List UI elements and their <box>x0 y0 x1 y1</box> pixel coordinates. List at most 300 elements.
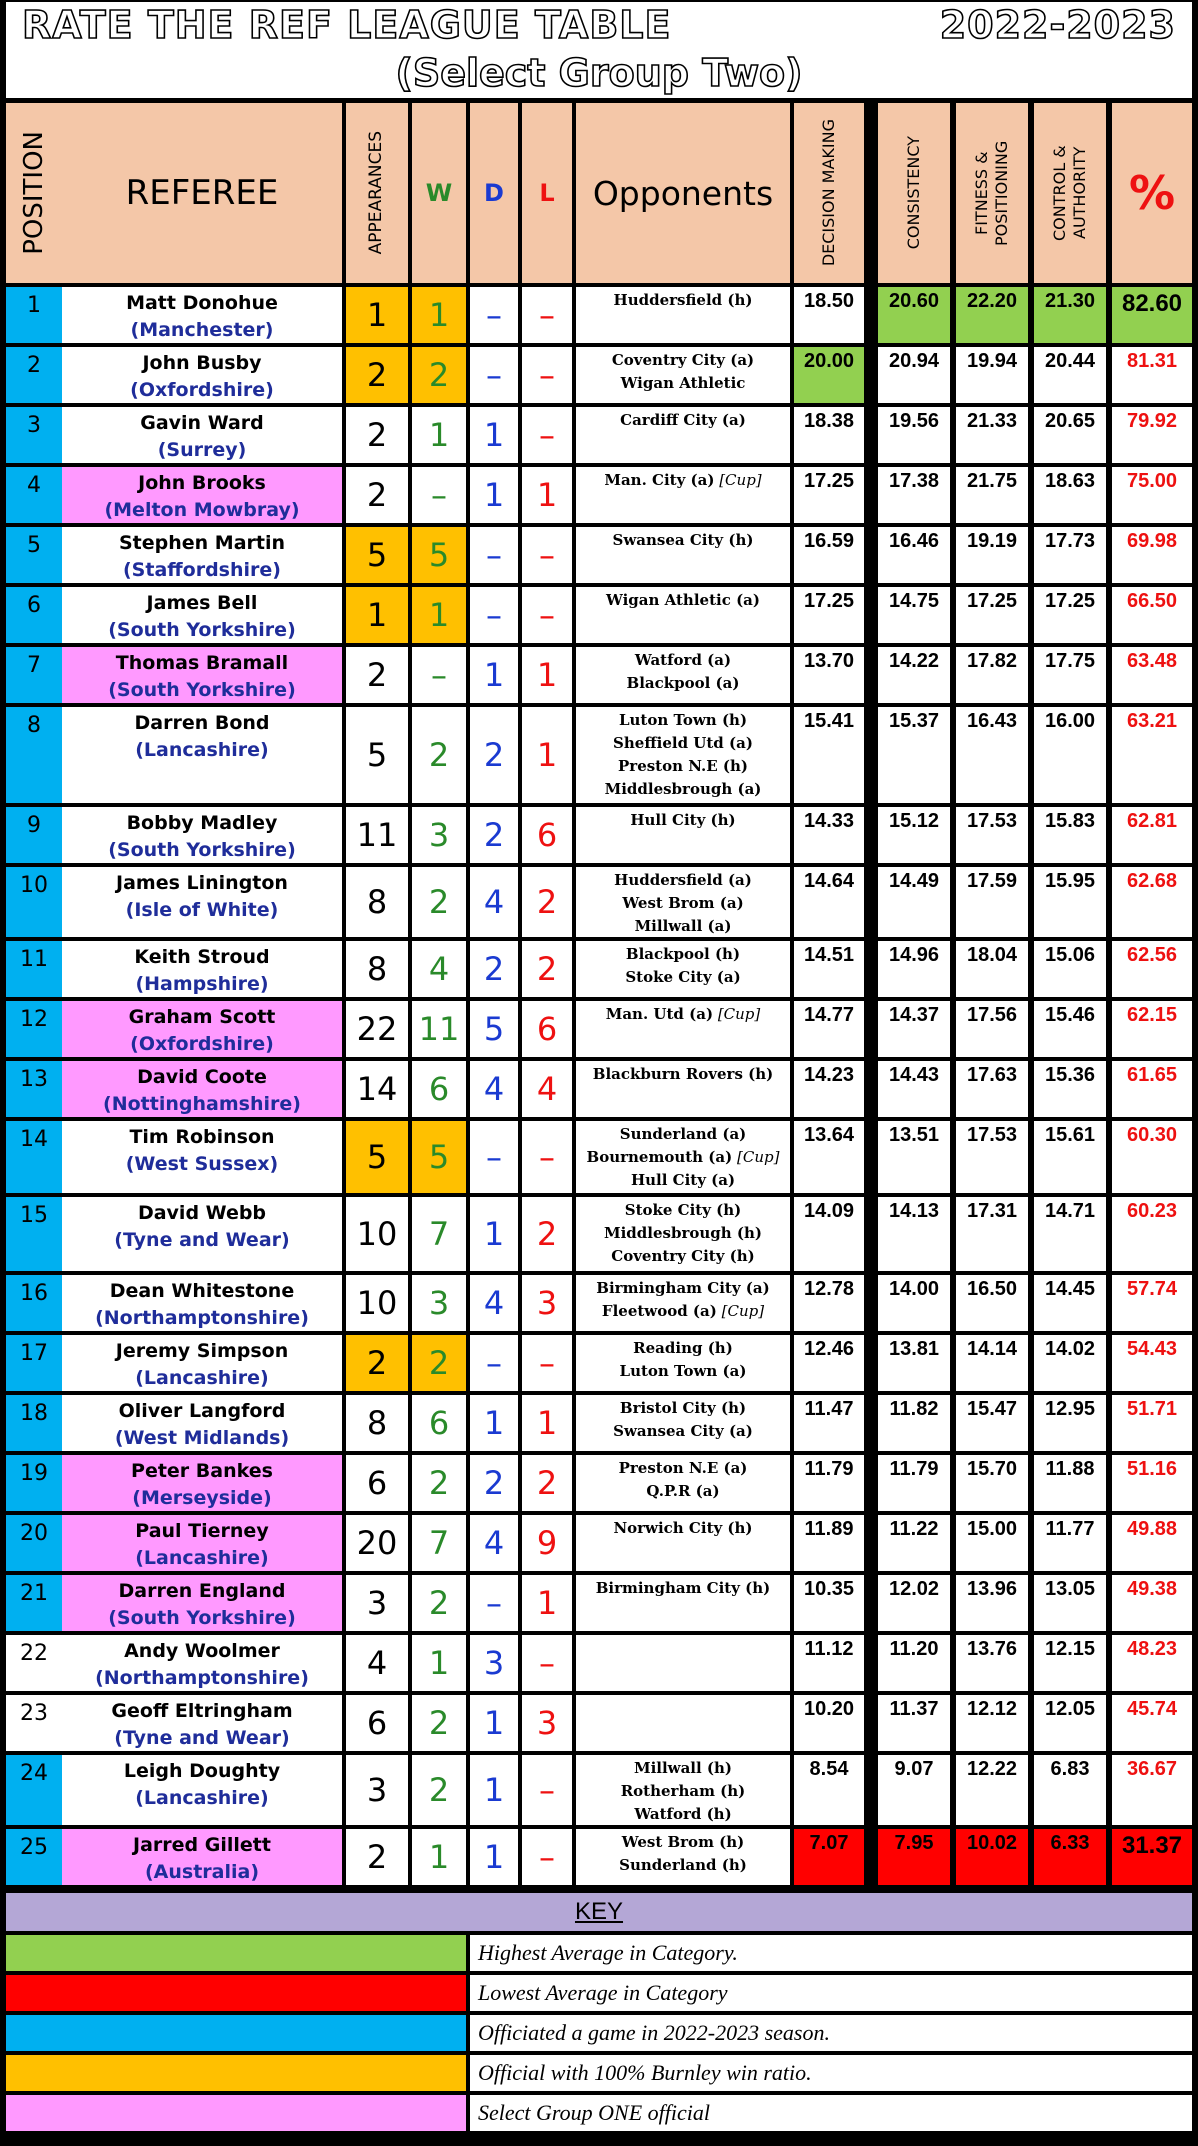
name-text: Darren Bond <box>134 712 270 734</box>
control-cell <box>1034 587 1106 643</box>
decision-cell <box>794 527 864 583</box>
decision-cell <box>794 1197 864 1271</box>
l-text: – <box>539 536 555 574</box>
opponent-text: Sunderland (h) <box>619 1856 747 1874</box>
region-text: (Tyne and Wear) <box>114 1229 290 1251</box>
header-appearances <box>346 103 408 283</box>
apps-text: 5 <box>366 736 388 774</box>
apps-text: 3 <box>366 1771 388 1809</box>
wins-cell <box>412 707 466 803</box>
apps-text: 2 <box>366 416 388 454</box>
opponents-cell <box>576 527 790 583</box>
apps-text: 10 <box>356 1284 398 1322</box>
fitness-cell <box>956 1635 1028 1691</box>
fitness-cell <box>956 1395 1028 1451</box>
position-cell <box>6 941 62 997</box>
w-text: 2 <box>428 883 450 921</box>
d-text: 4 <box>483 883 505 921</box>
fitness-cell <box>956 1575 1028 1631</box>
decision-cell <box>794 1061 864 1117</box>
consistency-cell <box>878 1275 950 1331</box>
opponent-text: Birmingham City (a) <box>596 1279 770 1297</box>
losses-cell <box>522 1755 572 1825</box>
key-label <box>470 1975 1192 2011</box>
percent-cell <box>1112 1061 1192 1117</box>
ctl-text: 17.75 <box>1044 650 1096 672</box>
dm-text: 14.09 <box>803 1200 855 1222</box>
opponent-line <box>625 1199 742 1222</box>
opponent-text: Stoke City (h) <box>624 1201 742 1219</box>
decision-text: DECISION MAKING <box>819 119 838 267</box>
name-text: Thomas Bramall <box>115 652 289 674</box>
pct-text: 63.21 <box>1126 710 1178 732</box>
ctl-text: 12.15 <box>1044 1638 1096 1660</box>
d-text: 5 <box>483 1010 505 1048</box>
key-swatch <box>6 2015 466 2051</box>
d-text: 1 <box>483 656 505 694</box>
fit-text: 17.82 <box>966 650 1018 672</box>
consistency-cell <box>878 287 950 343</box>
appearances-cell <box>346 941 408 997</box>
wins-cell <box>412 1515 466 1571</box>
dm-text: 14.23 <box>803 1064 855 1086</box>
con-text: 20.60 <box>888 290 940 312</box>
referee-cell <box>62 1575 342 1631</box>
wins-cell <box>412 1001 466 1057</box>
key-label <box>470 2095 1192 2131</box>
consistency-cell <box>878 707 950 803</box>
w-text: 2 <box>428 1704 450 1742</box>
control-cell <box>1034 1515 1106 1571</box>
con-text: 12.02 <box>888 1578 940 1600</box>
l-text: – <box>539 1644 555 1682</box>
l-text: 9 <box>536 1524 558 1562</box>
d-text: 2 <box>483 736 505 774</box>
control-cell <box>1034 1121 1106 1193</box>
fitness-cell <box>956 407 1028 463</box>
consistency-cell <box>878 587 950 643</box>
opponent-line <box>612 349 754 372</box>
fit-text: 15.00 <box>966 1518 1018 1540</box>
header-referee <box>62 103 342 283</box>
ctl-text: 13.05 <box>1044 1578 1096 1600</box>
decision-cell <box>794 1515 864 1571</box>
pct-text: 66.50 <box>1126 590 1178 612</box>
ctl-text: 15.36 <box>1044 1064 1096 1086</box>
ctl-text: 17.73 <box>1044 530 1096 552</box>
opponent-line <box>605 778 762 801</box>
dm-text: 12.46 <box>803 1338 855 1360</box>
percent-cell <box>1112 1395 1192 1451</box>
losses-cell <box>522 1635 572 1691</box>
opponent-line <box>620 409 746 432</box>
decision-cell <box>794 347 864 403</box>
control-cell <box>1034 707 1106 803</box>
control-cell <box>1034 1829 1106 1885</box>
appearances-cell <box>346 587 408 643</box>
draws-cell <box>470 287 518 343</box>
con-text: 19.56 <box>888 410 940 432</box>
fitness-cell <box>956 1061 1028 1117</box>
opponent-note: [Cup] <box>716 1302 765 1320</box>
name-text: Matt Donohue <box>126 292 278 314</box>
wins-cell <box>412 1395 466 1451</box>
fit-text: 17.25 <box>966 590 1018 612</box>
control-cell <box>1034 527 1106 583</box>
ctl-text: 14.02 <box>1044 1338 1096 1360</box>
name-text: Stephen Martin <box>118 532 286 554</box>
opponent-line <box>620 1123 747 1146</box>
opponents-cell <box>576 1575 790 1631</box>
wins-cell <box>412 1197 466 1271</box>
position-cell <box>6 1695 62 1751</box>
l-text: 4 <box>536 1070 558 1108</box>
referee-cell <box>62 867 342 937</box>
losses-cell <box>522 527 572 583</box>
opponents-cell <box>576 347 790 403</box>
l-text: 2 <box>536 950 558 988</box>
losses-cell <box>522 1395 572 1451</box>
d-text: 2 <box>483 816 505 854</box>
name-text: Graham Scott <box>128 1006 276 1028</box>
d-text: – <box>486 536 502 574</box>
opponent-text: Huddersfield (h) <box>613 291 753 309</box>
dm-text: 11.89 <box>804 1518 854 1540</box>
decision-cell <box>794 1635 864 1691</box>
fitness-cell <box>956 1275 1028 1331</box>
referee-cell <box>62 647 342 703</box>
appearances-cell <box>346 1395 408 1451</box>
consistency-text: CONSISTENCY <box>904 136 923 250</box>
consistency-cell <box>878 807 950 863</box>
dm-text: 12.78 <box>803 1278 855 1300</box>
opponent-text: Birmingham City (h) <box>595 1579 771 1597</box>
losses-cell <box>522 807 572 863</box>
wins-text: W <box>425 179 453 207</box>
name-text: Jeremy Simpson <box>115 1340 289 1362</box>
decision-cell <box>794 1755 864 1825</box>
name-text: Jarred Gillett <box>133 1834 271 1856</box>
fit-text: 21.33 <box>966 410 1018 432</box>
ctl-text: 15.61 <box>1044 1124 1096 1146</box>
pct-text: 62.68 <box>1126 870 1178 892</box>
consistency-cell <box>878 1197 950 1271</box>
opponent-text: Preston N.E (h) <box>618 757 748 775</box>
pct-text: 36.67 <box>1126 1758 1178 1780</box>
opponent-text: Millwall (h) <box>633 1759 733 1777</box>
apps-text: 6 <box>366 1464 388 1502</box>
d-text: 1 <box>483 1771 505 1809</box>
name-text: John Busby <box>142 352 262 374</box>
referee-cell <box>62 1755 342 1825</box>
opponent-line <box>619 709 747 732</box>
pct-text: 81.31 <box>1126 350 1178 372</box>
control-cell <box>1034 867 1106 937</box>
percent-cell <box>1112 1335 1192 1391</box>
region-text: (Manchester) <box>130 319 274 341</box>
apps-text: 1 <box>366 596 388 634</box>
region-text: (Hampshire) <box>135 973 269 995</box>
opponents-cell <box>576 647 790 703</box>
fit-text: 21.75 <box>966 470 1018 492</box>
referee-cell <box>62 1515 342 1571</box>
opponent-text: Norwich City (h) <box>613 1519 753 1537</box>
l-text: 6 <box>536 816 558 854</box>
control-cell <box>1034 1001 1106 1057</box>
opponent-text: Watford (h) <box>634 1805 732 1823</box>
percent-cell <box>1112 1755 1192 1825</box>
dm-text: 10.20 <box>803 1698 855 1720</box>
opponent-line <box>634 1757 732 1780</box>
dm-text: 13.70 <box>803 650 855 672</box>
control-cell <box>1034 1575 1106 1631</box>
appearances-cell <box>346 1755 408 1825</box>
name-text: John Brooks <box>138 472 266 494</box>
pct-text: 51.71 <box>1126 1398 1178 1420</box>
pct-text: 48.23 <box>1126 1638 1178 1660</box>
pct-text: 63.48 <box>1126 650 1178 672</box>
wins-cell <box>412 1635 466 1691</box>
referee-cell <box>62 941 342 997</box>
opponents-cell <box>576 1829 790 1885</box>
control-cell <box>1034 1695 1106 1751</box>
dm-text: 14.77 <box>803 1004 855 1026</box>
opponent-line <box>620 1360 747 1383</box>
opponent-line <box>619 1854 747 1877</box>
consistency-cell <box>878 407 950 463</box>
pct-text: 61.65 <box>1126 1064 1178 1086</box>
pos-text: 6 <box>27 593 41 618</box>
appearances-cell <box>346 1515 408 1571</box>
fit-text: 16.43 <box>966 710 1018 732</box>
consistency-cell <box>878 467 950 523</box>
header-decision <box>794 103 864 283</box>
position-cell <box>6 1197 62 1271</box>
con-text: 14.43 <box>888 1064 940 1086</box>
control-cell <box>1034 407 1106 463</box>
draws-cell <box>470 1575 518 1631</box>
name-text: David Webb <box>137 1202 267 1224</box>
wins-cell <box>412 287 466 343</box>
percent-cell <box>1112 467 1192 523</box>
opponent-line <box>596 1277 769 1300</box>
position-cell <box>6 807 62 863</box>
fitness-cell <box>956 941 1028 997</box>
opponent-line <box>631 1169 735 1192</box>
apps-text: 5 <box>366 536 388 574</box>
appearances-cell <box>346 467 408 523</box>
fit-text: 13.96 <box>966 1578 1018 1600</box>
con-text: 13.51 <box>888 1124 940 1146</box>
losses-cell <box>522 1335 572 1391</box>
l-text: – <box>539 1838 555 1876</box>
con-text: 11.79 <box>889 1458 939 1480</box>
opponents-cell <box>576 867 790 937</box>
draws-cell <box>470 1515 518 1571</box>
losses-cell <box>522 347 572 403</box>
name-text: Darren England <box>118 1580 286 1602</box>
w-text: 2 <box>428 1464 450 1502</box>
key-swatch <box>6 2055 466 2091</box>
l-text: 2 <box>536 1215 558 1253</box>
consistency-cell <box>878 1455 950 1511</box>
d-text: 2 <box>483 950 505 988</box>
consistency-cell <box>878 1001 950 1057</box>
region-text: (Surrey) <box>157 439 247 461</box>
referee-cell <box>62 1395 342 1451</box>
position-cell <box>6 1275 62 1331</box>
pos-text: 1 <box>27 293 41 318</box>
name-text: Dean Whitestone <box>109 1280 295 1302</box>
w-text: 3 <box>428 1284 450 1322</box>
apps-text: 20 <box>356 1524 398 1562</box>
opponent-line <box>614 289 753 312</box>
draws-cell <box>470 707 518 803</box>
l-text: 3 <box>536 1284 558 1322</box>
wins-cell <box>412 647 466 703</box>
control-cell <box>1034 287 1106 343</box>
percent-cell <box>1112 1515 1192 1571</box>
wins-cell <box>412 1275 466 1331</box>
w-text: 6 <box>428 1070 450 1108</box>
pos-text: 22 <box>20 1641 48 1666</box>
opponent-line <box>634 1803 731 1825</box>
apps-text: 11 <box>356 816 398 854</box>
position-cell <box>6 1755 62 1825</box>
percent-cell <box>1112 941 1192 997</box>
w-text: 4 <box>428 950 450 988</box>
d-text: 1 <box>483 416 505 454</box>
fitness-cell <box>956 1755 1028 1825</box>
losses-cell <box>522 1001 572 1057</box>
apps-text: 4 <box>366 1644 388 1682</box>
opponent-line <box>611 1245 754 1268</box>
w-text: 1 <box>428 416 450 454</box>
appearances-cell <box>346 1829 408 1885</box>
opponents-cell <box>576 1755 790 1825</box>
w-text: – <box>431 476 447 514</box>
draws-cell <box>470 1829 518 1885</box>
table-title <box>6 2 1192 48</box>
l-text: 2 <box>536 883 558 921</box>
opponent-text: Reading (h) <box>633 1339 733 1357</box>
region-text: (Nottinghamshire) <box>103 1093 301 1115</box>
wins-cell <box>412 407 466 463</box>
referee-cell <box>62 1335 342 1391</box>
dm-text: 20.00 <box>803 350 855 372</box>
header-control <box>1034 103 1106 283</box>
decision-cell <box>794 287 864 343</box>
fit-text: 15.70 <box>966 1458 1018 1480</box>
region-text: (Northamptonshire) <box>95 1307 309 1329</box>
percent-cell <box>1112 707 1192 803</box>
con-text: 7.95 <box>894 1832 934 1854</box>
pct-text: 62.15 <box>1126 1004 1178 1026</box>
losses-cell <box>522 707 572 803</box>
decision-cell <box>794 1121 864 1193</box>
table-subtitle: (Select Group Two) <box>6 48 1192 98</box>
opponent-text: Man. City (a) <box>604 471 715 489</box>
opponent-text: Watford (a) <box>634 651 732 669</box>
dm-text: 10.35 <box>803 1578 855 1600</box>
referee-text: REFEREE <box>125 173 279 213</box>
opponent-text: Blackpool (a) <box>626 674 740 692</box>
header-consistency <box>878 103 950 283</box>
fit-text: 10.02 <box>966 1832 1018 1854</box>
decision-cell <box>794 1335 864 1391</box>
fit-text: 17.59 <box>966 870 1018 892</box>
pos-text: 13 <box>20 1067 48 1092</box>
referee-cell <box>62 1275 342 1331</box>
opponent-note: [Cup] <box>713 1005 761 1023</box>
ctl-text: 15.46 <box>1044 1004 1096 1026</box>
header-position <box>6 103 62 283</box>
l-text: 1 <box>536 1404 558 1442</box>
wins-cell <box>412 1829 466 1885</box>
losses-cell <box>522 647 572 703</box>
opponents-cell <box>576 1695 790 1751</box>
appearances-cell <box>346 647 408 703</box>
control-cell <box>1034 1395 1106 1451</box>
position-cell <box>6 867 62 937</box>
position-cell <box>6 527 62 583</box>
position-text: POSITION <box>18 131 49 255</box>
region-text: (Lancashire) <box>135 1547 269 1569</box>
opponent-text: Fleetwood (a) <box>601 1302 717 1320</box>
decision-cell <box>794 1395 864 1451</box>
fitness-cell <box>956 707 1028 803</box>
opponent-text: Rotherham (h) <box>620 1782 746 1800</box>
dm-text: 11.12 <box>804 1638 854 1660</box>
losses-cell <box>522 1197 572 1271</box>
opponent-line <box>613 1517 752 1540</box>
region-text: (Tyne and Wear) <box>114 1727 290 1749</box>
d-text: – <box>486 1344 502 1382</box>
name-text: Paul Tierney <box>135 1520 269 1542</box>
pos-text: 18 <box>20 1401 48 1426</box>
wins-cell <box>412 587 466 643</box>
losses-cell <box>522 1575 572 1631</box>
opponent-text: Hull City (h) <box>630 811 736 829</box>
w-text: 1 <box>428 1644 450 1682</box>
opponents-cell <box>576 1455 790 1511</box>
con-text: 15.37 <box>888 710 940 732</box>
percent-cell <box>1112 1635 1192 1691</box>
decision-cell <box>794 1275 864 1331</box>
decision-cell <box>794 1001 864 1057</box>
opponents-cell <box>576 287 790 343</box>
appearances-cell <box>346 527 408 583</box>
decision-cell <box>794 587 864 643</box>
wins-cell <box>412 1695 466 1751</box>
position-cell <box>6 1061 62 1117</box>
ctl-text: 16.00 <box>1044 710 1096 732</box>
region-text: (Oxfordshire) <box>130 379 274 401</box>
opponent-text: Coventry City (h) <box>611 1247 755 1265</box>
appearances-cell <box>346 1121 408 1193</box>
opponent-text: Swansea City (a) <box>613 1422 753 1440</box>
draws-cell <box>470 347 518 403</box>
w-text: 6 <box>428 1404 450 1442</box>
consistency-cell <box>878 527 950 583</box>
region-text: (West Midlands) <box>114 1427 290 1449</box>
ctl-text: 20.65 <box>1044 410 1096 432</box>
name-text: Tim Robinson <box>129 1126 275 1148</box>
name-text: Geoff Eltringham <box>111 1700 293 1722</box>
percent-cell <box>1112 1121 1192 1193</box>
wins-cell <box>412 467 466 523</box>
pos-text: 7 <box>27 653 41 678</box>
